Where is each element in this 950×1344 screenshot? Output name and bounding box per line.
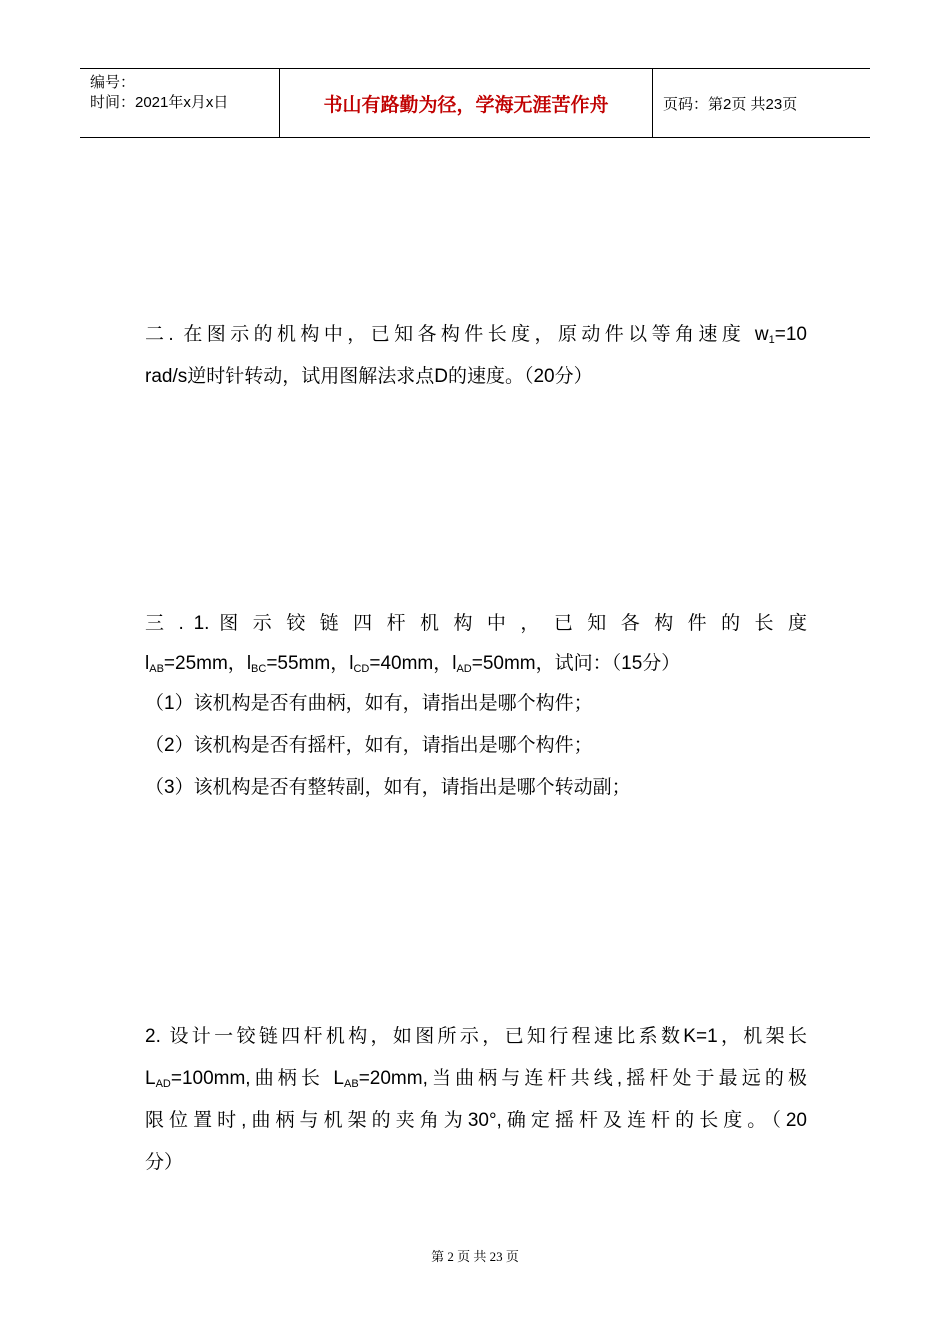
sub-L-ab: AB: [344, 1078, 359, 1090]
page-header: [80, 68, 870, 138]
page-footer: 第 2 页 共 23 页: [431, 1249, 519, 1264]
l-cd: l: [349, 653, 354, 674]
sub-ab: AB: [149, 663, 164, 675]
q2-line1: [145, 314, 807, 356]
question-3: [145, 603, 807, 809]
q2-sub: 1: [768, 334, 775, 346]
question-3-2: [145, 1016, 807, 1184]
q3-item1: （1）该机构是否有曲柄，如有，请指出是哪个构件；: [145, 693, 593, 714]
time-label: 时间：2021年x月x日: [90, 94, 229, 111]
q3-2-line1: 2. 设计一铰链四杆机构，如图所示，已知行程速比系数K=1，机架长: [145, 1026, 807, 1047]
L-ad: L: [145, 1068, 156, 1089]
header-meta: [80, 69, 280, 137]
val-cd: =40mm，: [369, 653, 453, 674]
mid1: =100mm,曲柄长 L: [170, 1068, 344, 1089]
q2-line1-text: 二. 在图示的机构中，已知各构件长度，原动件以等角速度 w: [145, 324, 769, 345]
sub-bc: BC: [251, 663, 267, 675]
val-ab: =25mm，: [163, 653, 247, 674]
q3-line1: 三 . 1. 图 示 铰 链 四 杆 机 构 中 ， 已 知 各 构 件 的 长 度: [145, 613, 807, 634]
mid2: =20mm,当曲柄与连杆共线,摇杆处于最远的极: [358, 1068, 808, 1089]
sub-cd: CD: [353, 663, 370, 675]
q2-line2: rad/s逆时针转动，试用图解法求点D的速度。（20分）: [145, 366, 593, 387]
q3-2-line4: 分）: [145, 1152, 184, 1173]
sub-L-ad: AD: [155, 1078, 171, 1090]
q3-item2: （2）该机构是否有摇杆，如有，请指出是哪个构件；: [145, 735, 593, 756]
q3-lengths: [145, 645, 807, 683]
l-ad: l: [452, 653, 457, 674]
l-ab: l: [145, 653, 150, 674]
val-bc: =55mm，: [266, 653, 350, 674]
question-2: [145, 314, 807, 398]
q2-line1-suffix: =10: [774, 324, 807, 345]
number-label: 编号：: [90, 74, 136, 91]
q3-2-line2: [145, 1058, 807, 1100]
q3-2-line3: 限位置时,曲柄与机架的夹角为30°,确定摇杆及连杆的长度。（20: [145, 1110, 807, 1131]
header-page-info: 页码：第2页 共23页: [663, 95, 798, 113]
q3-item3: （3）该机构是否有整转副，如有，请指出是哪个转动副；: [145, 777, 631, 798]
header-motto: 书山有路勤为径，学海无涯苦作舟: [280, 69, 653, 137]
sub-ad: AD: [456, 663, 472, 675]
val-ad: =50mm，试问：（15分）: [471, 653, 681, 674]
l-bc: l: [246, 653, 252, 674]
